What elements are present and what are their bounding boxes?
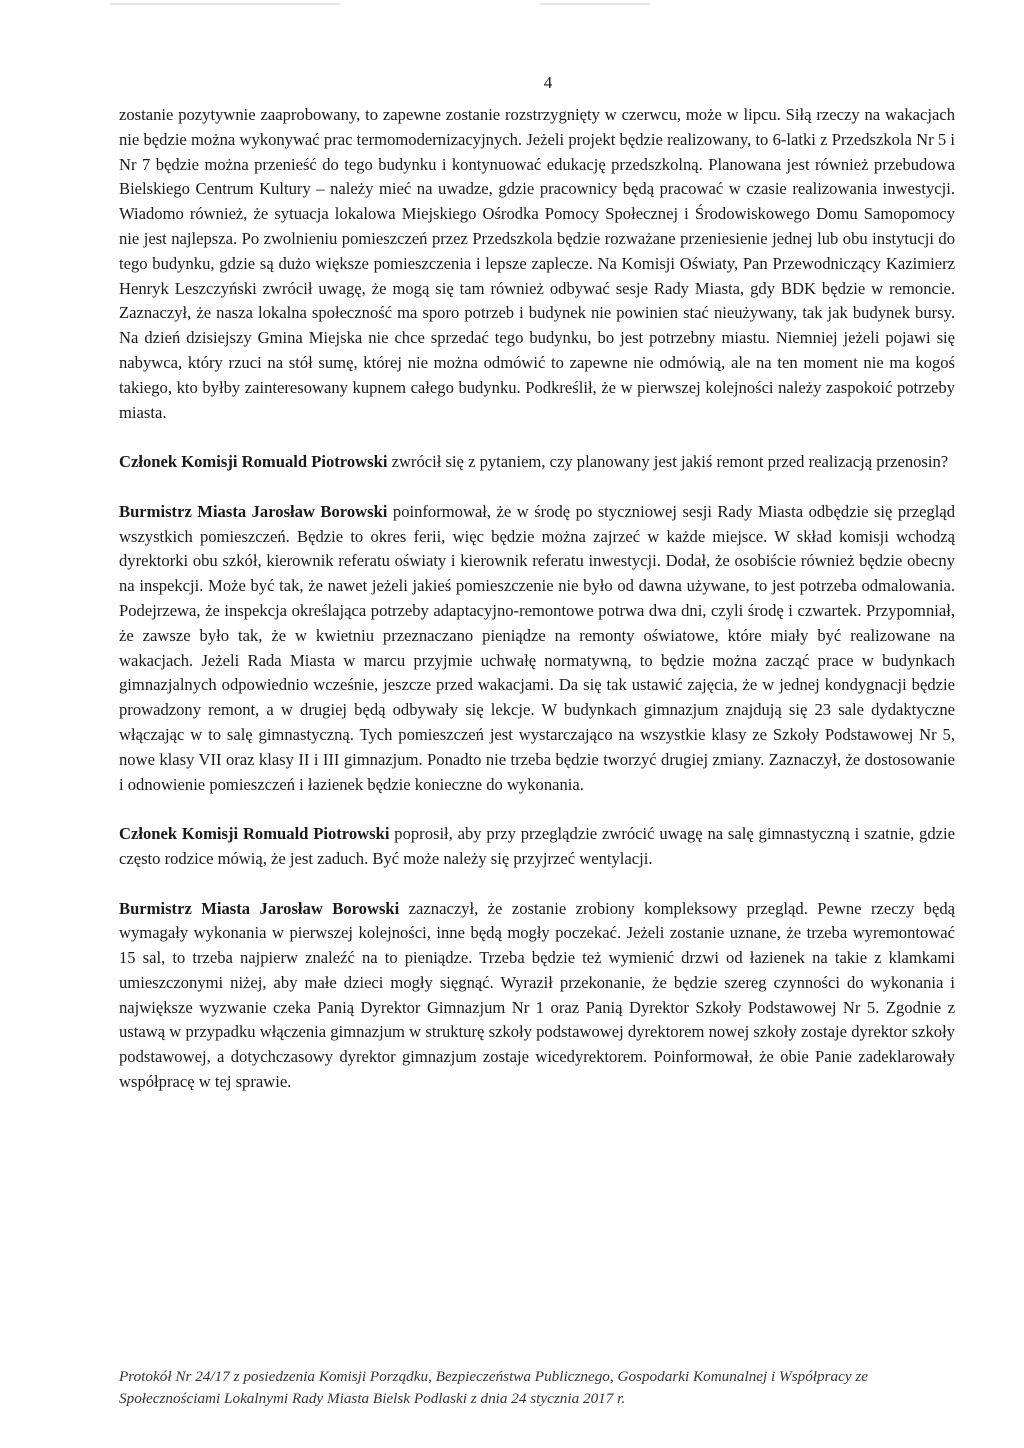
paragraph-text: zaznaczył, że zostanie zrobiony kompleksowy przegląd. Pewne rzeczy będą wymagały wykonania w pierwszej kolejności, inne będą mogły poczekać. Jeżeli zostanie uznane, że trzeba wyremontować 15 sal, to trzeba najpierw znaleźć na to pieniądze. Trzeba będzie też wymienić drzwi od łazienek na takie z klamkami umieszczonymi niżej, aby małe dzieci mogły sięgnąć. Wyraził przekonanie, że będzie szereg czynności do wykonania i największe wyzwanie czeka Panią Dyrektor Gimnazjum Nr 1 oraz Panią Dyrektor Szkoły Podstawowej Nr 5. Zgodnie z ustawą w przypadku włączenia gimnazjum w strukturę szkoły podstawowej dyrektorem nowej szkoły zostaje dyrektor szkoły podstawowej, a dotychczasowy dyrektor gimnazjum zostaje wicedyrektorem. Poinformował, że obie Panie zadeklarowały współpracę w tej sprawie.	[119, 898, 955, 1092]
speaker-name: Burmistrz Miasta Jarosław Borowski	[119, 898, 400, 918]
scan-artifact	[540, 3, 650, 5]
speaker-name: Członek Komisji Romuald Piotrowski	[119, 824, 390, 844]
document-body	[119, 103, 955, 1120]
paragraph-text: poprosił, aby przy przeglądzie zwrócić uwagę na salę gimnastyczną i szatnie, gdzie często rodzice mówią, że jest zaduch. Być może należy się przyjrzeć wentylacji.	[119, 824, 955, 868]
paragraph-1	[119, 103, 955, 425]
paragraph-text: zostanie pozytywnie zaaprobowany, to zapewne zostanie rozstrzygnięty w czerwcu, może w lipcu. Siłą rzeczy na wakacjach nie będzie można wykonywać prac termomodernizacyjnych. Jeżeli projekt będzie realizowany, to 6-latki z Przedszkola Nr 5 i Nr 7 będzie można przenieść do tego budynku i kontynuować edukację przedszkolną. Planowana jest również przebudowa Bielskiego Centrum Kultury – należy mieć na uwadze, gdzie pracownicy będą pracować w czasie realizowania inwestycji. Wiadomo również, że sytuacja lokalowa Miejskiego Ośrodka Pomocy Społecznej i Środowiskowego Domu Samopomocy nie jest najlepsza. Po zwolnieniu pomieszczeń przez Przedszkola będzie rozważane przeniesienie jednej lub obu instytucji do tego budynku, gdzie są dużo większe pomieszczenia i lepsze zaplecze. Na Komisji Oświaty, Pan Przewodniczący Kazimierz Henryk Leszczyński zwrócił uwagę, że mogą się tam również odbywać sesje Rady Miasta, gdy BDK będzie w remoncie. Zaznaczył, że nasza lokalna społeczność ma sporo potrzeb i budynek nie powinien stać nieużywany, tak jak budynek bursy. Na dzień dzisiejszy Gmina Miejska nie chce sprzedać tego budynku, bo jest potrzebny miastu. Niemniej jeżeli pojawi się nabywca, który rzuci na stół sumę, której nie można odmówić to zapewne nie odmówią, ale na ten moment nie ma kogoś takiego, kto byłby zainteresowany kupnem całego budynku. Podkreślił, że w pierwszej kolejności należy zaspokoić potrzeby miasta.	[119, 105, 955, 422]
paragraph-text: zwrócił się z pytaniem, czy planowany jest jakiś remont przed realizacją przenosin?	[387, 452, 949, 472]
paragraph-5	[119, 897, 955, 1095]
scan-artifact	[110, 3, 340, 5]
speaker-name: Członek Komisji Romuald Piotrowski	[119, 452, 388, 472]
document-footer: Protokół Nr 24/17 z posiedzenia Komisji Porządku, Bezpieczeństwa Publicznego, Gospodarki Komunalnej i Współpracy ze Społecznościami Lokalnymi Rady Miasta Bielsk Podlaski z dnia 24 stycznia 2017 r.	[119, 1368, 869, 1407]
speaker-name: Burmistrz Miasta Jarosław Borowski	[119, 501, 388, 521]
paragraph-2	[119, 450, 955, 475]
paragraph-text: poinformował, że w środę po styczniowej sesji Rady Miasta odbędzie się przegląd wszystkich pomieszczeń. Będzie to okres ferii, więc będzie można zajrzeć w każde miejsce. W skład komisji wchodzą dyrektorki obu szkół, kierownik referatu oświaty i kierownik referatu inwestycji. Dodał, że osobiście również będzie obecny na inspekcji. Może być tak, że nawet jeżeli jakieś pomieszczenie nie było od dawna używane, to jest potrzeba odmalowania. Podejrzewa, że inspekcja określająca potrzeby adaptacyjno-remontowe potrwa dwa dni, czyli środę i czwartek. Przypomniał, że zawsze było tak, że w kwietniu przeznaczano pieniądze na remonty oświatowe, które miały być realizowane na wakacjach. Jeżeli Rada Miasta w marcu przyjmie uchwałę normatywną, to będzie można zacząć prace w budynkach gimnazjalnych odpowiednio wcześnie, jeszcze przed wakacjami. Da się tak ustawić zajęcia, że w jednej kondygnacji będzie prowadzony remont, a w drugiej będą odbywały się lekcje. W budynkach gimnazjum znajdują się 23 sale dydaktyczne włączając w to salę gimnastyczną. Tych pomieszczeń jest wystarczająco na wszystkie klasy ze Szkoły Podstawowej Nr 5, nowe klasy VII oraz klasy II i III gimnazjum. Ponadto nie trzeba będzie tworzyć drugiej zmiany. Zaznaczył, że dostosowanie i odnowienie pomieszczeń i łazienek będzie konieczne do wykonania.	[119, 501, 955, 794]
paragraph-3	[119, 500, 955, 798]
page-number: 4	[543, 73, 553, 92]
paragraph-4	[119, 822, 955, 872]
